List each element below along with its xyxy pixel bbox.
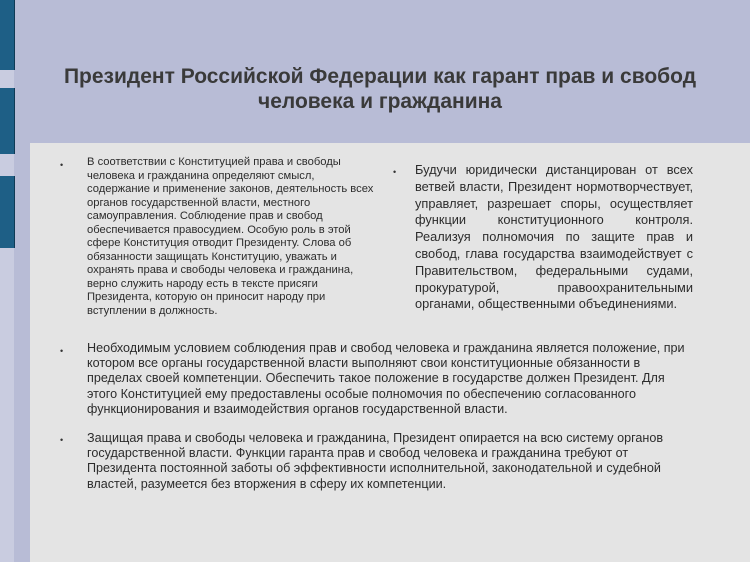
slide-title: Президент Российской Федерации как гарант прав и свобод человека и гражданина bbox=[63, 65, 697, 113]
bullet-icon: • bbox=[60, 346, 64, 356]
bullet-icon: • bbox=[60, 160, 64, 170]
bullet-icon: • bbox=[393, 167, 397, 177]
list-item: Будучи юридически дистанцирован от всех ветвей власти, Президент нормотворчествует, управляет, разрешает споры, осуществляет функции конституционного контроля. Реализуя полномочия по защите прав и свобод, глава государства взаимодействует с Правительством, федеральными судами, прокуратурой, правоохранительными органами, общественными объединениями. bbox=[415, 162, 693, 312]
decor-tab bbox=[0, 176, 15, 248]
list-item: В соответствии с Конституцией права и свободы человека и гражданина определяют смысл, содержание и применение законов, деятельность всех органов государственной власти, местного самоуправления. Соблюдение прав и свобод обеспечивается правосудием. Особую роль в этой сфере Конституция отводит Президенту. Слова об обязанности защищать Конституцию, уважать и охранять права и свободы человека и гражданина, верно служить народу есть в тексте присяги Президента, которую он приносит народу при вступлении в должность. bbox=[87, 156, 374, 317]
left-decor-bar bbox=[0, 0, 14, 562]
decor-tab bbox=[0, 88, 15, 154]
bullet-icon: • bbox=[60, 435, 64, 445]
list-item: Защищая права и свободы человека и гражданина, Президент опирается на всю систему органов государственной власти. Функции гаранта прав и свобод человека и гражданина требуют от Президента постоянной заботы об эффективности исполнительной, законодательной и судебной властей, разумеется без вторжения в сферу их компетенции. bbox=[87, 431, 664, 491]
list-item: Необходимым условием соблюдения прав и свобод человека и гражданина является положение, при котором все органы государственной власти выполняют свои конституционные обязанности в пределах своей компетенции. Обеспечить такое положение в государстве должен Президент. Для этого Конституцией ему предоставлены особые полномочия по обеспечению согласованного функционирования и взаимодействия органов государственной власти. bbox=[87, 341, 685, 416]
decor-tab bbox=[0, 0, 15, 70]
